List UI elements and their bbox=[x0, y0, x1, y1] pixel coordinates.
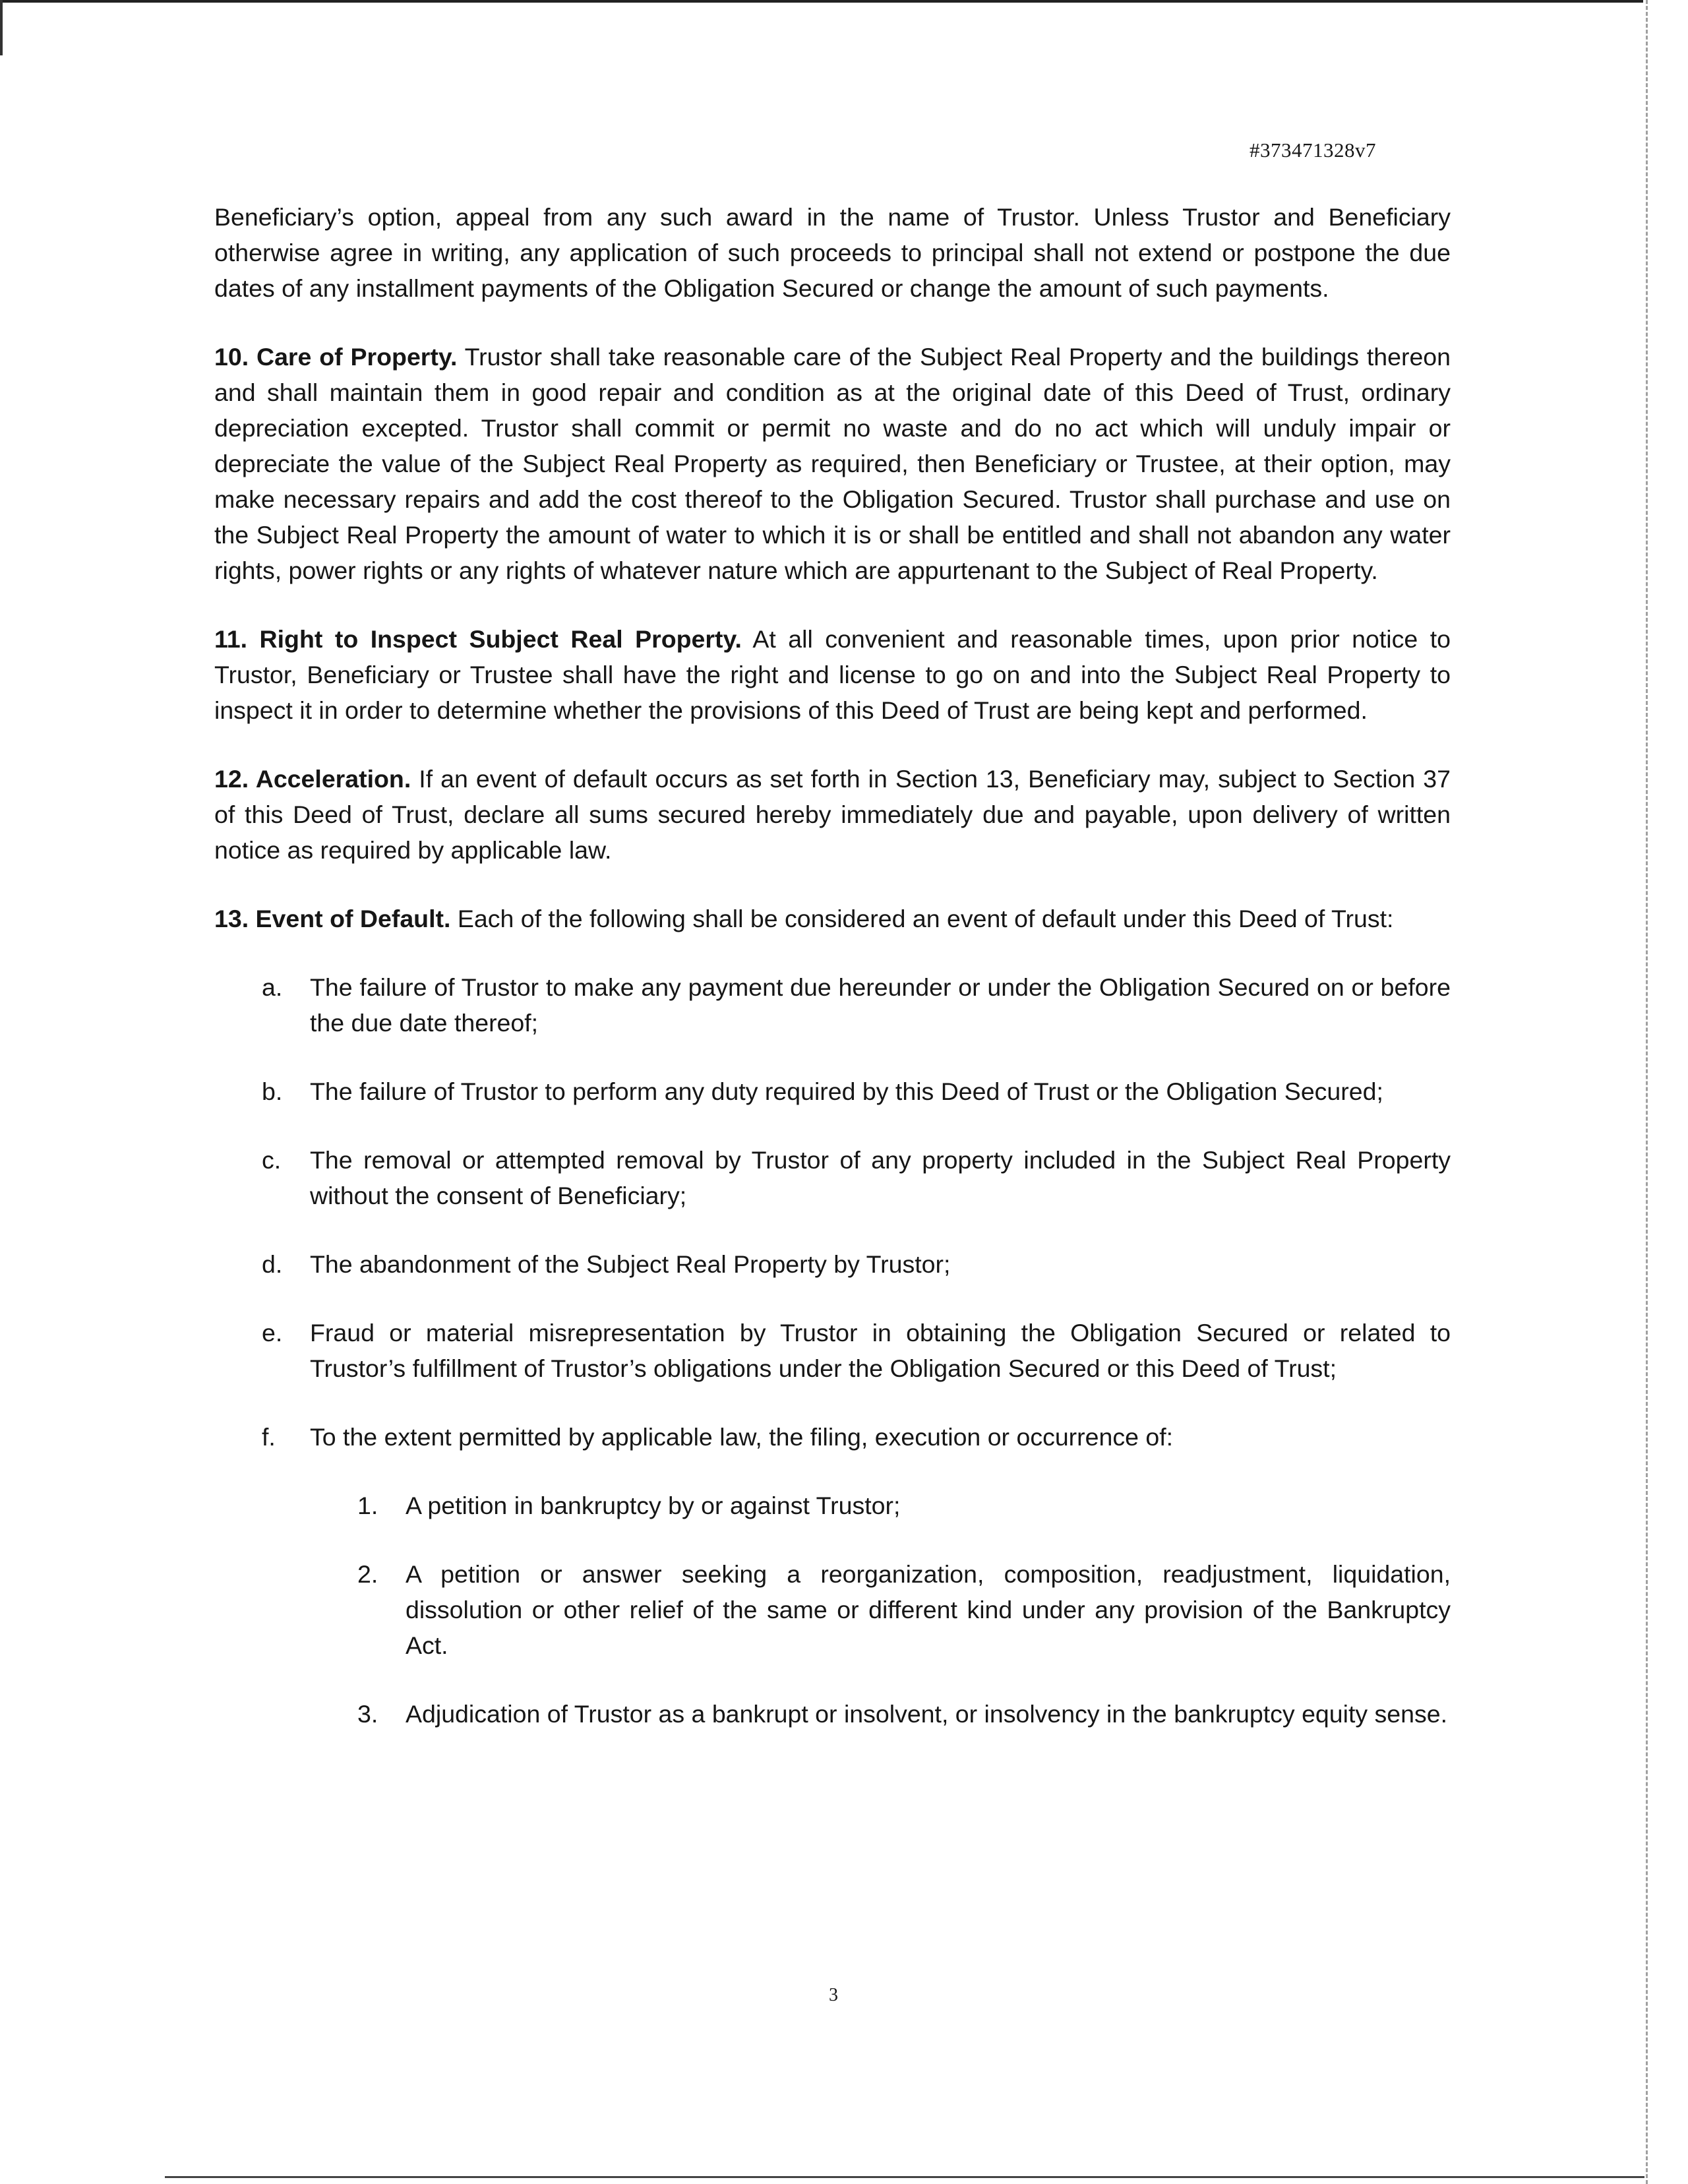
section-13-text: Each of the following shall be considered an event of default under this Deed of Trust: bbox=[457, 905, 1394, 932]
list-item-text: Fraud or material misrepresentation by Trustor in obtaining the Obligation Secured or related to Trustor’s fulfillment of Trustor’s obligations under the Obligation Secured or this Deed of Trust; bbox=[310, 1319, 1451, 1382]
list-item bbox=[214, 1246, 1451, 1282]
list-item-text: The failure of Trustor to perform any duty required by this Deed of Trust or the Obligation Secured; bbox=[310, 1077, 1383, 1105]
section-13 bbox=[214, 901, 1451, 936]
list-marker: f. bbox=[262, 1423, 276, 1451]
list-item bbox=[214, 1419, 1451, 1732]
sub-list-item bbox=[310, 1696, 1451, 1732]
sub-list-marker: 2. bbox=[357, 1560, 378, 1588]
list-item bbox=[214, 1142, 1451, 1213]
list-marker: b. bbox=[262, 1077, 283, 1105]
section-10-heading: 10. Care of Property. bbox=[214, 343, 458, 371]
section-11-text: At all convenient and reasonable times, upon prior notice to Trustor, Beneficiary or Trustee shall have the right and license to go on and into the Subject Real Property to inspect it in order to determine whether the provisions of this Deed of Trust are being kept and performed. bbox=[214, 625, 1451, 724]
list-item bbox=[214, 1315, 1451, 1386]
list-item bbox=[214, 969, 1451, 1041]
list-marker: a. bbox=[262, 973, 283, 1001]
section-11-heading: 11. Right to Inspect Subject Real Property. bbox=[214, 625, 742, 653]
list-marker: d. bbox=[262, 1250, 283, 1278]
list-marker: e. bbox=[262, 1319, 283, 1347]
intro-paragraph: Beneficiary’s option, appeal from any such award in the name of Trustor. Unless Trustor and Beneficiary otherwise agree in writing, any application of such proceeds to principal shall not extend or postpone the due dates of any installment payments of the Obligation Secured or change the amount of such payments. bbox=[214, 203, 1451, 302]
document-body bbox=[214, 199, 1451, 1765]
list-item-text: To the extent permitted by applicable law, the filing, execution or occurrence of: bbox=[310, 1423, 1174, 1451]
section-13-heading: 13. Event of Default. bbox=[214, 905, 451, 932]
bankruptcy-sublist bbox=[310, 1488, 1451, 1732]
section-10 bbox=[214, 339, 1451, 588]
scan-border-bottom bbox=[165, 2176, 1644, 2178]
document-number: #373471328v7 bbox=[1250, 138, 1376, 162]
scan-border-right bbox=[1646, 0, 1648, 2184]
section-12 bbox=[214, 761, 1451, 868]
section-10-text: Trustor shall take reasonable care of the Subject Real Property and the buildings thereon and shall maintain them in good repair and condition as at the original date of this Deed of Trust, ordinary depreciation excepted. Trustor shall commit or permit no waste and do no act which will unduly impair or depreciate the value of the Subject Real Property as required, then Beneficiary or Trustee, at their option, may make necessary repairs and add the cost thereof to the Obligation Secured. Trustor shall purchase and use on the Subject Real Property the amount of water to which it is or shall be entitled and shall not abandon any water rights, power rights or any rights of whatever nature which are appurtenant to the Subject of Real Property. bbox=[214, 343, 1451, 584]
sub-list-marker: 1. bbox=[357, 1492, 378, 1519]
sub-list-marker: 3. bbox=[357, 1700, 378, 1728]
list-marker: c. bbox=[262, 1146, 282, 1174]
page-number: 3 bbox=[829, 1985, 838, 2005]
section-12-heading: 12. Acceleration. bbox=[214, 765, 411, 793]
sub-list-item-text: A petition in bankruptcy by or against Trustor; bbox=[406, 1492, 901, 1519]
scan-border-top bbox=[0, 0, 1643, 3]
section-11 bbox=[214, 621, 1451, 728]
default-events-list bbox=[214, 969, 1451, 1732]
sub-list-item bbox=[310, 1556, 1451, 1663]
scan-mark-left bbox=[0, 0, 3, 55]
list-item-text: The abandonment of the Subject Real Property by Trustor; bbox=[310, 1250, 951, 1278]
section-12-text: If an event of default occurs as set forth in Section 13, Beneficiary may, subject to Section 37 of this Deed of Trust, declare all sums secured hereby immediately due and payable, upon delivery of written notice as required by applicable law. bbox=[214, 765, 1451, 864]
list-item-text: The removal or attempted removal by Trustor of any property included in the Subject Real Property without the consent of Beneficiary; bbox=[310, 1146, 1451, 1209]
list-item-text: The failure of Trustor to make any payment due hereunder or under the Obligation Secured on or before the due date thereof; bbox=[310, 973, 1451, 1037]
sub-list-item-text: A petition or answer seeking a reorganization, composition, readjustment, liquidation, dissolution or other relief of the same or different kind under any provision of the Bankruptcy Act. bbox=[406, 1560, 1451, 1659]
sub-list-item-text: Adjudication of Trustor as a bankrupt or insolvent, or insolvency in the bankruptcy equity sense. bbox=[406, 1700, 1448, 1728]
list-item bbox=[214, 1074, 1451, 1109]
sub-list-item bbox=[310, 1488, 1451, 1523]
